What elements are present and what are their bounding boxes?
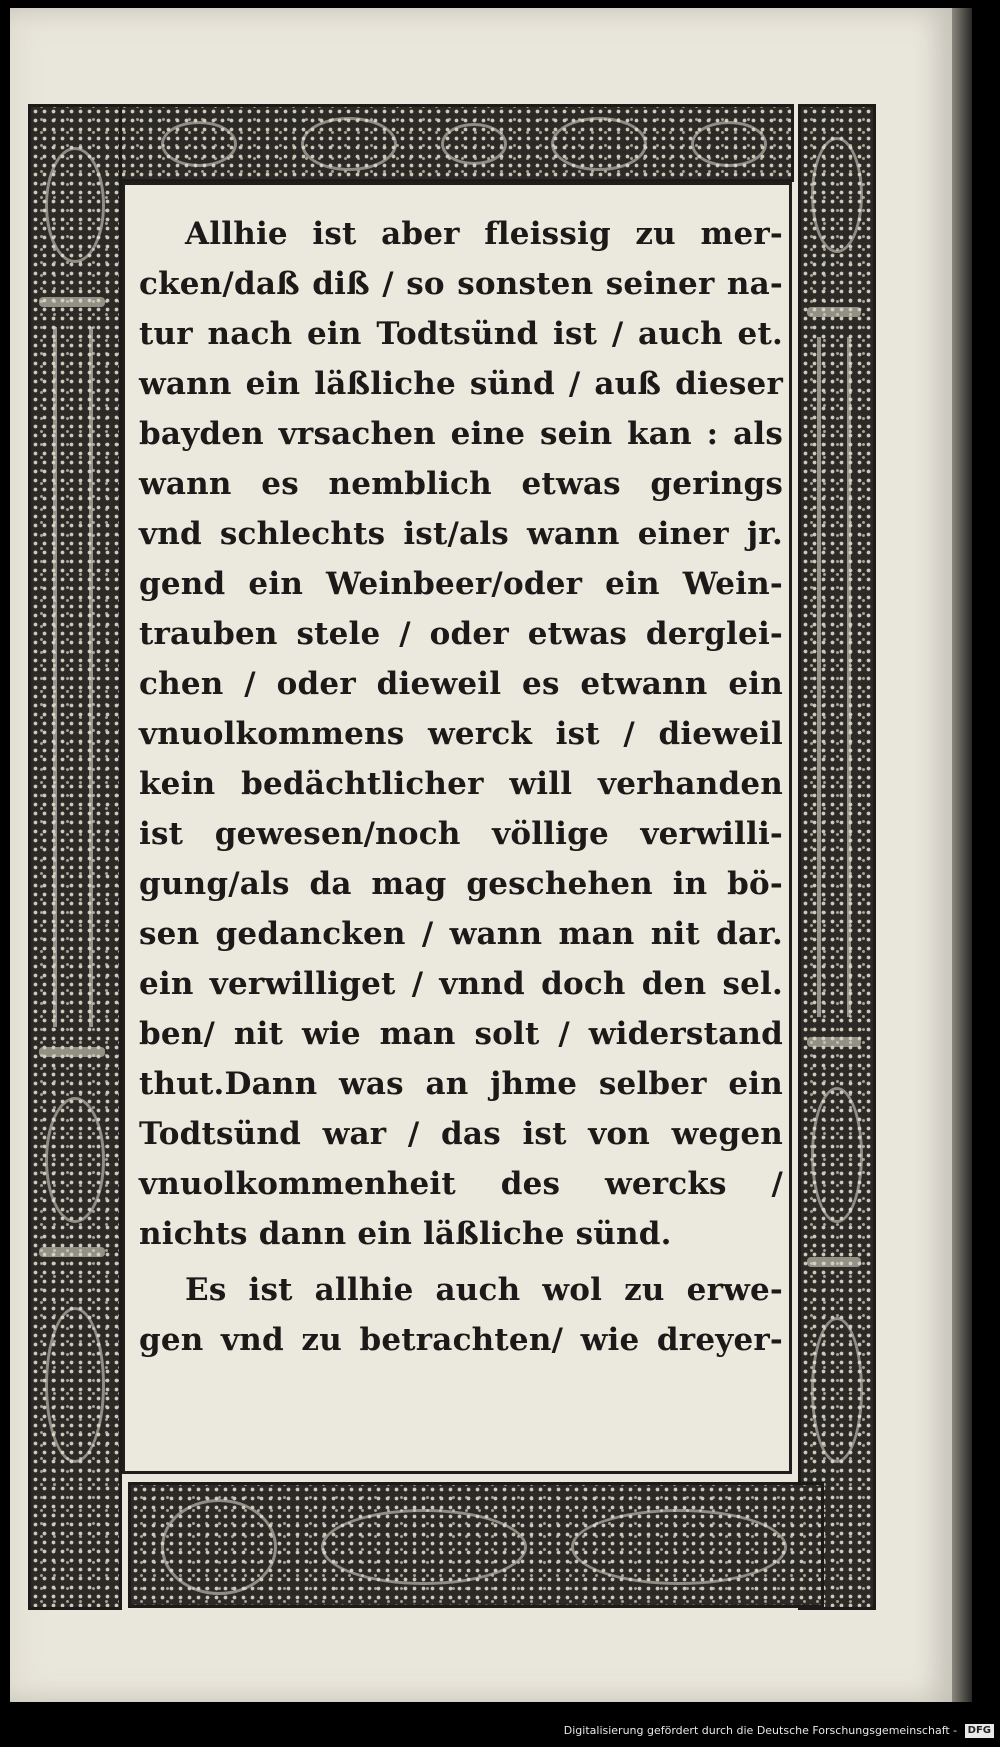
flower-ornament-icon: [441, 123, 507, 165]
book-page: [10, 8, 955, 1702]
text-line: sen gedancken / wann man nit dar.: [139, 916, 783, 952]
text-line: gen vnd zu betrachten/ wie dreyer-: [139, 1322, 783, 1358]
text-line: nichts dann ein läßliche sünd.: [139, 1216, 672, 1252]
text-line: tur nach ein Todtsünd ist / auch et.: [139, 316, 783, 352]
border-left-column: [28, 104, 122, 1610]
text-line: wann es nemblich etwas gerings: [139, 466, 783, 502]
text-line: ist gewesen/noch völlige verwilli-: [139, 816, 783, 852]
border-bottom-ornament: [128, 1482, 824, 1608]
text-line: gung/als da mag geschehen in bö-: [139, 866, 783, 902]
vine-ornament-icon: [161, 121, 237, 167]
vine-ornament-icon: [301, 117, 397, 171]
figure-with-horn-icon: [161, 1499, 277, 1595]
hound-ornament-icon: [571, 1509, 787, 1585]
lion-ornament-icon: [321, 1509, 527, 1585]
flower-ornament-icon: [45, 1097, 105, 1223]
woodcut-border-frame: [28, 104, 866, 1604]
dfg-logo: DFG: [965, 1724, 994, 1738]
border-right-column: [798, 104, 876, 1610]
text-line: gend ein Weinbeer/oder ein Wein-: [139, 566, 783, 602]
digitization-credit: [564, 1722, 994, 1740]
text-line: thut.Dann was an jhme selber ein: [139, 1066, 783, 1102]
page-edge-shadow: [952, 8, 972, 1702]
flame-ornament-icon: [45, 147, 105, 263]
text-line: ein verwilliget / vnnd doch den sel.: [139, 966, 783, 1002]
flower-ornament-icon: [811, 1087, 863, 1223]
text-block: [122, 182, 792, 1474]
text-line: wann ein läßliche sünd / auß dieser: [139, 366, 783, 402]
border-top-ornament: [98, 104, 794, 182]
text-line: Allhie ist aber fleissig zu mer-: [185, 216, 783, 252]
hare-ornament-icon: [691, 121, 767, 167]
text-line: Es ist allhie auch wol zu erwe-: [185, 1272, 783, 1308]
flame-ornament-icon: [45, 1307, 105, 1463]
text-line: cken/daß diß / so sonsten seiner na-: [139, 266, 783, 302]
text-line: vnd schlechts ist/als wann einer jr.: [139, 516, 783, 552]
vine-ornament-icon: [551, 117, 647, 171]
text-line: bayden vrsachen eine sein kan : als: [139, 416, 783, 452]
text-line: vnuolkommens werck ist / dieweil: [139, 716, 783, 752]
text-line: chen / oder dieweil es etwann ein: [139, 666, 783, 702]
text-line: trauben stele / oder etwas derglei-: [139, 616, 783, 652]
text-line: Todtsünd war / das ist von wegen: [139, 1116, 783, 1152]
text-line: ben/ nit wie man solt / widerstand: [139, 1016, 783, 1052]
text-line: kein bedächtlicher will verhanden: [139, 766, 783, 802]
credit-text: Digitalisierung gefördert durch die Deutsche Forschungsgemeinschaft -: [563, 1724, 958, 1737]
flame-ornament-icon: [811, 1317, 863, 1463]
text-line: vnuolkommenheit des wercks /: [139, 1166, 783, 1202]
flame-ornament-icon: [811, 137, 863, 253]
